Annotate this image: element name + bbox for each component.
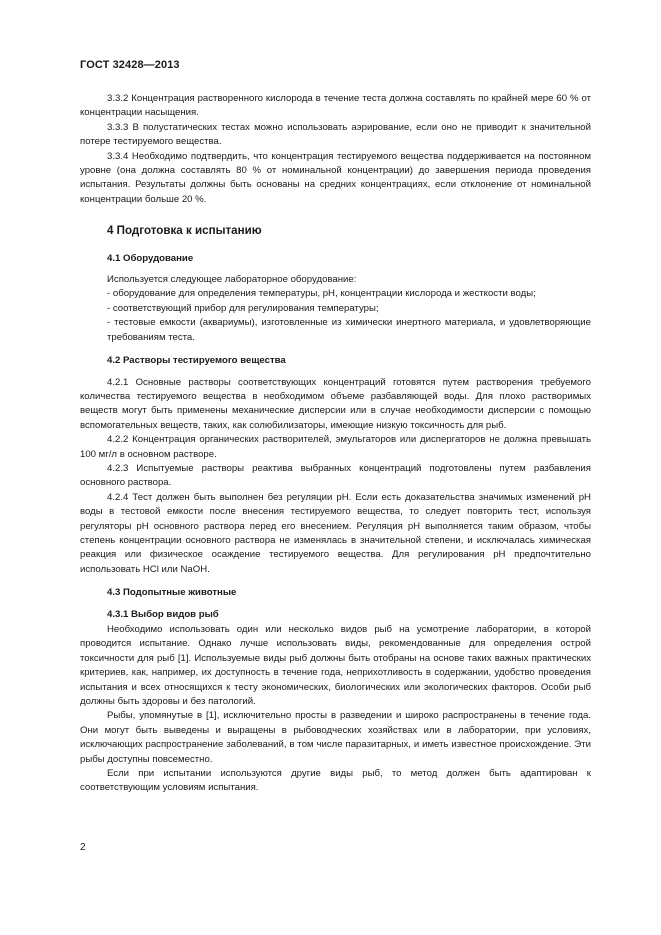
equipment-item: - соответствующий прибор для регулирования температуры; (107, 302, 379, 314)
equipment-item: - тестовые емкости (аквариумы), изготовленные из химически инертного материала, и удовлетворяющие требованиям теста. (107, 317, 591, 343)
paragraph-4-2-3: 4.2.3 Испытуемые растворы реактива выбранных концентраций подготовлены путем разбавления основного раствора. (80, 462, 591, 489)
paragraph-3-3-3: 3.3.3 В полустатических тестах можно использовать аэрирование, если оно не приводит к значительной потере тестируемого вещества. (80, 121, 591, 148)
section-4-3-1-heading: 4.3.1 Выбор видов рыб (107, 608, 219, 620)
equipment-intro: Используется следующее лабораторное оборудование: (107, 274, 357, 286)
section-4-2-heading: 4.2 Растворы тестируемого вещества (107, 355, 286, 367)
paragraph-4-2-2: 4.2.2 Концентрация органических растворителей, эмульгаторов или диспергаторов не должна превышать 100 мг/л в основном растворе. (80, 434, 591, 460)
paragraph-4-3-1-b: Рыбы, упомянутые в [1], исключительно просты в разведении и широко распространены в течение года. Они могут быть выведены и выращены в рыбоводческих хозяйствах или в лаборатории, при условиях, исключающих распространение заболеваний, в том числе паразитарных, и иметь известное происхождение. Эти рыбы доступны повсеместно. (80, 710, 591, 765)
paragraph-3-3-4: 3.3.4 Необходимо подтвердить, что концентрация тестируемого вещества поддерживается на постоянном уровне (она должна составлять 80 % от номинальной концентрации) до завершения периода проведения испытания. Результаты должны быть основаны на средних концентрациях, если отклонение от номинальной концентрации больше 20 %. (80, 150, 591, 205)
page-number: 2 (80, 842, 86, 853)
section-4-heading: 4 Подготовка к испытанию (107, 224, 262, 238)
equipment-item: - оборудование для определения температуры, pH, концентрации кислорода и жесткости воды; (107, 288, 536, 300)
paragraph-4-3-1-a: Необходимо использовать один или несколько видов рыб на усмотрение лаборатории, в которой проводится испытание. Однако лучше использовать виды, рекомендованные для определения острой токсичности для рыб [1]. Используемые виды рыб должны быть отобраны на основе таких важных практических критериев, как, например, их доступность в течение года, неприхотливость в содержании, удобство проведения испытания и всех относящихся к тесту экономических, биологических или экологических факторов. Особи рыб должны быть здоровы и без патологий. (80, 624, 591, 708)
section-4-1-heading: 4.1 Оборудование (107, 252, 194, 264)
document-body (80, 92, 591, 796)
document-header: ГОСТ 32428—2013 (80, 59, 180, 71)
paragraph-3-3-2: 3.3.2 Концентрация растворенного кислорода в течение теста должна составлять по крайней мере 60 % от концентрации насыщения. (80, 93, 591, 119)
section-4-3-heading: 4.3 Подопытные животные (107, 587, 237, 599)
paragraph-4-2-1: 4.2.1 Основные растворы соответствующих концентраций готовятся путем растворения требуемого количества тестируемого вещества в необходимом объеме разбавляющей воды. Для плохо растворимых веществ могут быть применены механические дисперсии или в случае необходимости дисперсии с помощью вспомогательных веществ, таких, как солюбилизаторы, имеющие низкую токсичность для рыб. (80, 376, 591, 431)
paragraph-4-2-4: 4.2.4 Тест должен быть выполнен без регуляции pH. Если есть доказательства значимых изменений pH воды в тестовой емкости после внесения тестируемого вещества, то следует повторить тест, используя регуляторы pH основного раствора перед его внесением. Регуляция pH выполняется таким образом, чтобы степень концентрации основного раствора не изменялась в значительной степени, и исключалась химическая реакция или физическое осаждение тестируемого вещества. Для регулирования pH предпочтительно использовать HCl или NaOH. (80, 491, 591, 575)
paragraph-4-3-1-c: Если при испытании используются другие виды рыб, то метод должен быть адаптирован к соответствующим условиям испытания. (80, 768, 591, 794)
